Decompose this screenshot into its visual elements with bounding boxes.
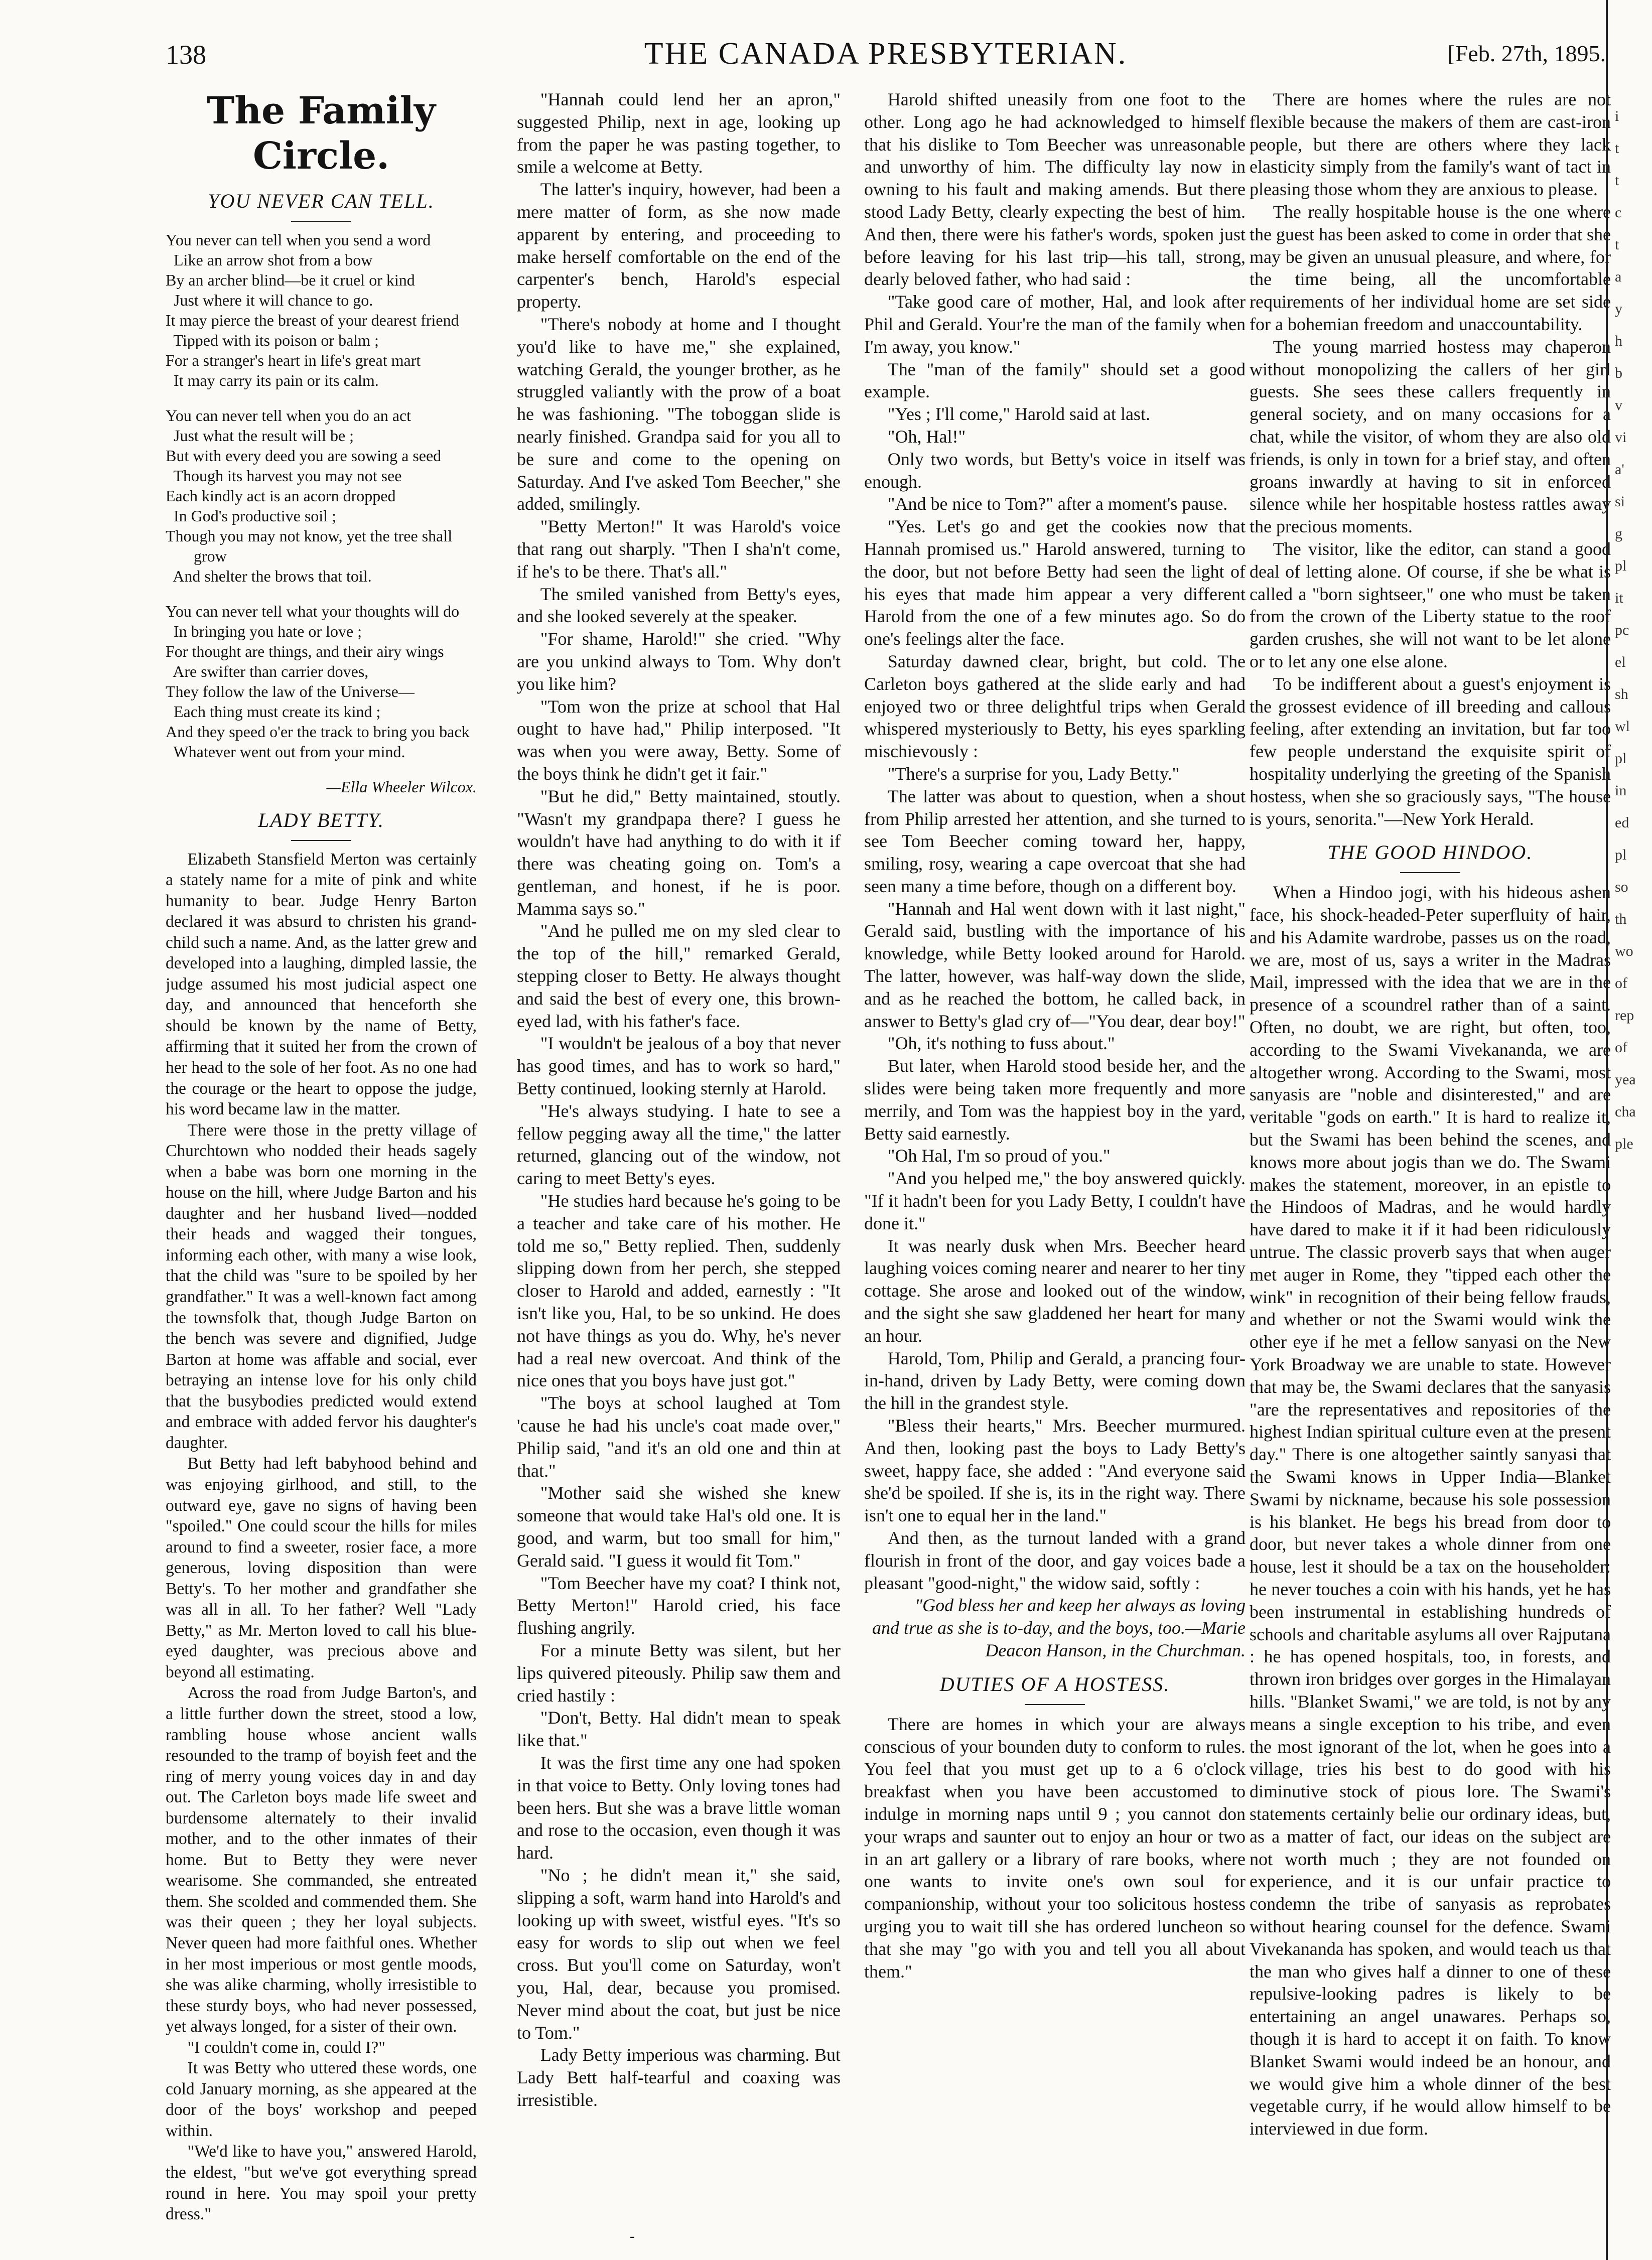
hostess-paragraph: The young married hostess may chaperon without monopolizing the callers of her girl guests. She sees these callers frequently in general society, and on many occasions for a chat, while the visitor, of whom they are also old friends, is only in town for a brief stay, and often groans inwardly at having to sit in enforced silence while her hospitable hostess rattles away the precious moments.	[1250, 336, 1611, 537]
story-paragraph: The latter's inquiry, however, had been a mere matter of form, as she now made apparent by entering, and proceeding to make herself comfortable on the end of the carpenter's bench, Harold's especial property.	[517, 179, 841, 312]
column-1	[166, 88, 477, 2241]
title-rule	[291, 221, 351, 222]
poem-line: Whatever went out from your mind.	[166, 743, 405, 761]
story-paragraph: "There's a surprise for you, Lady Betty."	[887, 763, 1180, 784]
story-paragraph: The latter was about to question, when a shout from Philip arrested her attention, and she turned to see Tom Beecher coming toward her, happy, smiling, rosy, wearing a cape overcoat that she had seen many a time before, though on a different boy.	[864, 786, 1246, 896]
hindoo-paragraph: When a Hindoo jogi, with his hideous ashen face, his shock-headed-Peter superfluity of hair, and his Adamite wardrobe, passes us on the road, we are, most of us, says a writer in the Madras Mail, impressed with the idea that we are in the presence of a scoundrel rather than of a saint. Often, no doubt, we are right, but often, too, according to the Swami Vivekananda, we are altogether wrong. According to the Swami, most sanyasis are "noble and disinterested," and are veritable "gods on earth." It is hard to realize it, but the Swami has been behind the scenes, and knows more about jogis than we do. The Swami makes the statement, moreover, in an epistle to the Hindoos of Madras, and he would hardly have dared to make it if it had been ridiculously untrue. The classic proverb says that when auger met auger in Rome, they "tipped each other the wink" in recognition of their being fellow frauds, and whether or not the Swami would wink the other eye if he met a fellow sanyasi on the New York Broadway we are unable to state. However that may be, the Swami declares that the sanyasis "are the representatives and repositories of the highest Indian spiritual culture even at the present day." There is one altogether saintly sanyasi that the Swami knows in Upper India—Blanket Swami by nickname, because his sole possession is his blanket. He begs his bread from door to door, but never takes a whole dinner from one house, lest it should be a tax on the householder: he never touches a coin with his hands, yet he has been instrumental in establishing hundreds of schools and charitable asylums all over Rajputana : he has opened hospitals, too, in forests, and thrown iron bridges over gorges in the Himalayan hills. "Blanket Swami," we are told, is not by any means a single exception to his tribe, and even the most ignorant of the lot, when he goes into a village, tries his best to do good with his diminutive stock of pious lore. The Swami's statements certainly belie our ordinary ideas, but, as a matter of fact, our ideas on the subject are not worth much ; they are not founded on experience, and it is our unfair practice to condemn the tribe of sanyasis as reprobates without hearing counsel for the defence. Swami Vivekananda has spoken, and would teach us that the man who gives half a dinner to one of these repulsive-looking padres is likely to be entertaining an angel unawares. Perhaps so, though it is hard to accept it on faith. To know Blanket Swami would indeed be an honour, and we would give him a whole dinner of the best vegetable curry, if he would allow himself to be interviewed in due form.	[1250, 882, 1611, 2139]
poem-line: They follow the law of the Universe—	[166, 682, 415, 700]
story-paragraph: "Yes ; I'll come," Harold said at last.	[887, 404, 1150, 425]
story-paragraph: "And be nice to Tom?" after a moment's pause.	[887, 494, 1228, 514]
poem-line: Each thing must create its kind ;	[166, 702, 381, 721]
poem-line: Though its harvest you may not see	[166, 467, 402, 485]
story-paragraph: "Yes. Let's go and get the cookies now that Hannah promised us." Harold answered, turning to the door, but not before Betty had seen the light of his eyes that made him appear a very different Harold from the one of a few minutes ago. So do one's feelings alter the face.	[864, 516, 1246, 649]
column-3	[864, 88, 1246, 2241]
hostess-text-part-1	[864, 1713, 1246, 1983]
story-paragraph: Across the road from Judge Barton's, and a little further down the street, stood a low, rambling house whose ancient walls resounded to the tramp of boyish feet and the ring of merry young voices day in and day out. The Carleton boys made life sweet and burdensome alternately to their invalid mother, and to the other inmates of their home. But to Betty they were never wearisome. She commanded, she entreated them. She scolded and commended them. She was their queen ; they her loyal subjects. Never queen had more faithful ones. Whether in her most imperious or most gentle moods, she was alike charming, wholly irresistible to these sturdy boys, who had never possessed, yet always longed, for a sister of their own.	[166, 1683, 477, 2036]
story-paragraph: "And you helped me," the boy answered quickly. "If it hadn't been for you Lady Betty, I couldn't have done it."	[864, 1168, 1246, 1233]
adjacent-page-fragments: i t t c t a y h b v vi a' si g pl it pc el sh wl pl in ed pl so th wo of rep of yea cha ple	[1615, 108, 1636, 1152]
hindoo-title: THE GOOD HINDOO.	[1327, 841, 1533, 864]
page-header	[166, 36, 1606, 72]
poem	[166, 230, 477, 762]
poem-line: In bringing you hate or love ;	[166, 622, 362, 640]
story-paragraph: But later, when Harold stood beside her, and the slides were being taken more frequently and more merrily, and Tom was the happiest boy in the yard, Betty said earnestly.	[864, 1056, 1246, 1144]
story-paragraph: It was the first time any one had spoken in that voice to Betty. Only loving tones had been hers. But she was a brave little woman and rose to the occasion, even though it was hard.	[517, 1752, 841, 1863]
column-4	[1250, 88, 1611, 2241]
story-paragraph: "I couldn't come in, could I?"	[187, 2038, 385, 2057]
hindoo-text	[1250, 881, 1611, 2140]
story-paragraph: Harold shifted uneasily from one foot to the other. Long ago he had acknowledged to himself that his dislike to Tom Beecher was unreasonable and unworthy of him. The difficulty lay now in owning to his fault and making amends. But there stood Lady Betty, clearly expecting the best of him. And then, there were his father's words, spoken just before leaving for his last trip—his tall, strong, dearly beloved father, who had said :	[864, 89, 1246, 290]
story-paragraph: "He's always studying. I hate to see a fellow pegging away all the time," the latter returned, glancing out of the window, not caring to meet Betty's eyes.	[517, 1100, 841, 1189]
story-paragraph: "No ; he didn't mean it," she said, slipping a soft, warm hand into Harold's and looking up with sweet, wistful eyes. "It's so easy for words to slip out when we feel cross. But you'll come on Saturday, won't you, Hal, dear, because you promised. Never mind about the coat, but just be nice to Tom."	[517, 1865, 841, 2043]
poem-line: You never can tell when you send a word	[166, 231, 431, 249]
story-text-part-2	[517, 88, 841, 2111]
story-paragraph: Only two words, but Betty's voice in itself was enough.	[864, 449, 1246, 492]
poem-line: grow	[166, 547, 227, 565]
page-number: 138	[166, 40, 206, 70]
story-paragraph: "Don't, Betty. Hal didn't mean to speak like that."	[517, 1708, 841, 1751]
story-paragraph: "Betty Merton!" It was Harold's voice that rang out sharply. "Then I sha'n't come, if he's to be there. That's all."	[517, 516, 841, 582]
story-text-part-3	[864, 88, 1246, 1662]
poem-stanza	[166, 601, 477, 762]
poem-line: It may carry its pain or its calm.	[166, 371, 379, 389]
story-paragraph: "Hannah and Hal went down with it last night," Gerald said, bustling with the importance of his knowledge, while Betty looked around for Harold. The latter, however, was half-way down the slide, and as he reached the bottom, he called back, in answer to Betty's glad cry of—"You dear, dear boy!"	[864, 898, 1246, 1031]
story-paragraph: "And he pulled me on my sled clear to the top of the hill," remarked Gerald, stepping closer to Betty. He always thought and said the best of every one, this brown-eyed lad, with his father's face.	[517, 921, 841, 1031]
poem-line: It may pierce the breast of your dearest friend	[166, 311, 459, 329]
story-paragraph: "Tom Beecher have my coat? I think not, Betty Merton!" Harold cried, his face flushing angrily.	[517, 1573, 841, 1638]
story-paragraph: The "man of the family" should set a good example.	[864, 359, 1246, 402]
column-divider-line	[1606, 0, 1608, 2260]
hostess-paragraph: The visitor, like the editor, can stand a good deal of letting alone. Of course, if she be what is called a "born sightseer," one who must be taken from the crown of the Liberty statue to the roof garden crushes, she will not want to be let alone or to let any one else alone.	[1250, 538, 1611, 671]
poem-line: Though you may not know, yet the tree shall	[166, 527, 453, 545]
title-rule	[291, 840, 351, 841]
story-paragraph: And then, as the turnout landed with a grand flourish in front of the door, and gay voices bade a pleasant "good-night," the widow said, softly :	[864, 1528, 1246, 1593]
hostess-paragraph: To be indifferent about a guest's enjoyment is the grossest evidence of ill breeding and callous feeling, after extending an invitation, but far too few people understand the exquisite spirit of hospitality underlying the greeting of the Spanish hostess, when she so graciously says, "The house is yours, senorita."—New York Herald.	[1250, 673, 1611, 829]
story-paragraph: But Betty had left babyhood behind and was enjoying girlhood, and still, to the outward eye, gave no signs of having been "spoiled." One could scour the hills for miles around to find a sweeter, rosier face, a more generous, loving disposition than were Betty's. To her mother and grandfather she was all in all. To her father? Well "Lady Betty," as Mr. Merton loved to call his blue-eyed daughter, was precious above and beyond all estimating.	[166, 1454, 477, 1681]
title-rule	[1025, 1704, 1085, 1705]
column-2	[517, 88, 841, 2241]
story-paragraph: "Oh Hal, I'm so proud of you."	[887, 1146, 1111, 1166]
section-title: The Family Circle.	[207, 89, 436, 178]
hostess-paragraph: There are homes where the rules are not flexible because the makers of them are cast-iron people, but there are others where they lack elasticity simply from the family's want of tact in pleasing those whom they are anxious to please.	[1250, 89, 1611, 200]
story-paragraph: "Hannah could lend her an apron," suggested Philip, next in age, looking up from the paper he was pasting together, to smile a welcome at Betty.	[517, 89, 841, 177]
poem-line: Are swifter than carrier doves,	[166, 662, 369, 680]
poem-line: You can never tell what your thoughts will do	[166, 602, 460, 620]
story-paragraph: "There's nobody at home and I thought you'd like to have me," she explained, watching Gerald, the younger brother, as he struggled valiantly with the prow of a boat he was fashioning. "The toboggan slide is nearly finished. Grandpa said for you all to be sure and come to the opening on Saturday. And I've asked Tom Beecher," she added, smilingly.	[517, 314, 841, 514]
story-paragraph: It was Betty who uttered these words, one cold January morning, as she appeared at the door of the boys' workshop and peeped within.	[166, 2059, 477, 2140]
story-title: LADY BETTY.	[258, 808, 384, 831]
hostess-paragraph: There are homes in which your are always conscious of your bounden duty to conform to rules. You feel that you must get up to a 6 o'clock breakfast when you have been accustomed to indulge in morning naps until 9 ; you cannot don your wraps and saunter out to enjoy an hour or two in an art gallery or a library of rare books, where one wants to invite one's own soul for companionship, without your too solicitous hostess urging you to wait till she has ordered luncheon so that she may "go with you and tell you all about them."	[864, 1714, 1246, 1982]
page-mark: -	[630, 2228, 635, 2244]
poem-line: Just where it will chance to go.	[166, 291, 373, 309]
masthead: THE CANADA PRESBYTERIAN.	[644, 37, 1128, 71]
poem-line: In God's productive soil ;	[166, 507, 336, 525]
story-paragraph: It was nearly dusk when Mrs. Beecher heard laughing voices coming nearer and nearer to her tiny cottage. She arose and looked out of the window, and the sight she saw gladdened her heart for many an hour.	[864, 1235, 1246, 1346]
story-text-part-1	[166, 849, 477, 2225]
poem-line: For a stranger's heart in life's great mart	[166, 351, 421, 369]
story-paragraph: "Bless their hearts," Mrs. Beecher murmured. And then, looking past the boys to Lady Betty's sweet, happy face, she added : "And everyone said she'd be spoiled. If she is, its in the right way. There isn't one to equal her in the land."	[864, 1416, 1246, 1526]
poem-line: And shelter the brows that toil.	[166, 567, 372, 585]
poem-stanza	[166, 405, 477, 586]
story-paragraph: "I wouldn't be jealous of a boy that never has good times, and has to work so hard," Betty continued, looking sternly at Harold.	[517, 1033, 841, 1099]
story-paragraph: "But he did," Betty maintained, stoutly. "Wasn't my grandpapa there? I guess he wouldn't have had anything to do with it if there was cheating going on. Tom's a gentleman, and honest, if he is poor. Mamma says so."	[517, 786, 841, 919]
poem-line: Like an arrow shot from a bow	[166, 251, 373, 269]
title-rule	[1400, 872, 1460, 873]
story-paragraph: "The boys at school laughed at Tom 'cause he had his uncle's coat made over," Philip said, "and it's an old one and thin at that."	[517, 1393, 841, 1481]
story-paragraph: The smiled vanished from Betty's eyes, and she looked severely at the speaker.	[517, 584, 841, 627]
story-paragraph: Lady Betty imperious was charming. But Lady Bett half-tearful and coaxing was irresistible.	[517, 2045, 841, 2110]
story-paragraph: Elizabeth Stansfield Merton was certainly a stately name for a mite of pink and white humanity to bear. Judge Henry Barton declared it was absurd to christen his grand-child such a name. And, as the latter grew and developed into a laughing, dimpled lassie, the judge assumed his most judicial aspect one day, and announced that henceforth she should be known by the name of Betty, affirming that it suited her from the crown of her head to the sole of her foot. As no one had the courage or the heart to oppose the judge, his word became law in the matter.	[166, 850, 477, 1119]
story-paragraph: "Mother said she wished she knew someone that would take Hal's old one. It is good, and warm, but too small for him," Gerald said. "I guess it would fit Tom."	[517, 1483, 841, 1571]
story-paragraph: "Take good care of mother, Hal, and look after Phil and Gerald. Your're the man of the family when I'm away, you know."	[864, 292, 1246, 357]
poem-line: You can never tell when you do an act	[166, 406, 411, 425]
story-paragraph: "Oh, it's nothing to fuss about."	[887, 1033, 1115, 1054]
poem-attribution: —Ella Wheeler Wilcox.	[326, 778, 477, 796]
story-paragraph: "God bless her and keep her always as loving and true as she is to-day, and the boys, too.—Marie Deacon Hanson, in the Churchman.	[872, 1595, 1246, 1660]
poem-line: Each kindly act is an acorn dropped	[166, 487, 396, 505]
hostess-title: DUTIES OF A HOSTESS.	[939, 1672, 1170, 1696]
story-paragraph: "Oh, Hal!"	[887, 426, 966, 447]
poem-line: For thought are things, and their airy wings	[166, 642, 444, 660]
poem-stanza	[166, 230, 477, 390]
story-paragraph: "Tom won the prize at school that Hal ought to have had," Philip interposed. "It was when you were away, Betty. Some of the boys think he didn't get it fair."	[517, 696, 841, 784]
story-paragraph: "For shame, Harold!" she cried. "Why are you unkind always to Tom. Why don't you like him?	[517, 629, 841, 694]
story-paragraph: There were those in the pretty village of Churchtown who nodded their heads sagely when a babe was born one morning in the house on the hill, where Judge Barton and his daughter and her husband lived—nodded their heads and wagged their tongues, informing each other, with many a wise look, that the child was "sure to be spoiled by her grandfather." It was a well-known fact among the townsfolk that, though Judge Barton on the bench was severe and dignified, Judge Barton at home was affable and social, ever betraying an intense love for his only child that the busybodies predicted would extend and embrace with added fervor his daughter's daughter.	[166, 1120, 477, 1452]
issue-date: [Feb. 27th, 1895.	[1447, 41, 1606, 66]
hostess-text-part-2	[1250, 88, 1611, 830]
story-paragraph: Saturday dawned clear, bright, but cold. The Carleton boys gathered at the slide early and had enjoyed two or three delightful trips when Gerald whispered mysteriously to Betty, his eyes sparkling mischievously :	[864, 651, 1246, 762]
poem-line: By an archer blind—be it cruel or kind	[166, 271, 415, 289]
poem-line: Just what the result will be ;	[166, 427, 354, 445]
poem-title: YOU NEVER CAN TELL.	[208, 190, 435, 212]
story-paragraph: For a minute Betty was silent, but her lips quivered piteously. Philip saw them and cried hastily :	[517, 1640, 841, 1706]
poem-line: Tipped with its poison or balm ;	[166, 331, 379, 349]
poem-line: And they speed o'er the track to bring you back	[166, 723, 470, 741]
story-paragraph: "We'd like to have you," answered Harold, the eldest, "but we've got everything spread round in here. You may spoil your pretty dress."	[166, 2142, 477, 2224]
hostess-paragraph: The really hospitable house is the one where the guest has been asked to come in order that she may be given an unusual pleasure, and where, for the time being, all the uncomfortable requirements of her individual home are set side for a bohemian freedom and unaccountability.	[1250, 201, 1611, 334]
story-paragraph: Harold, Tom, Philip and Gerald, a prancing four-in-hand, driven by Lady Betty, were coming down the hill in the grandest style.	[864, 1348, 1246, 1414]
poem-line: But with every deed you are sowing a seed	[166, 447, 442, 465]
story-paragraph: "He studies hard because he's going to be a teacher and take care of his mother. He told me so," Betty replied. Then, suddenly slipping down from her perch, she stepped closer to Harold and added, earnestly : "It isn't like you, Hal, to be so unkind. He does not have things as you do. Why, he's never had a real new overcoat. And think of the nice ones that you boys have just got."	[517, 1191, 841, 1391]
